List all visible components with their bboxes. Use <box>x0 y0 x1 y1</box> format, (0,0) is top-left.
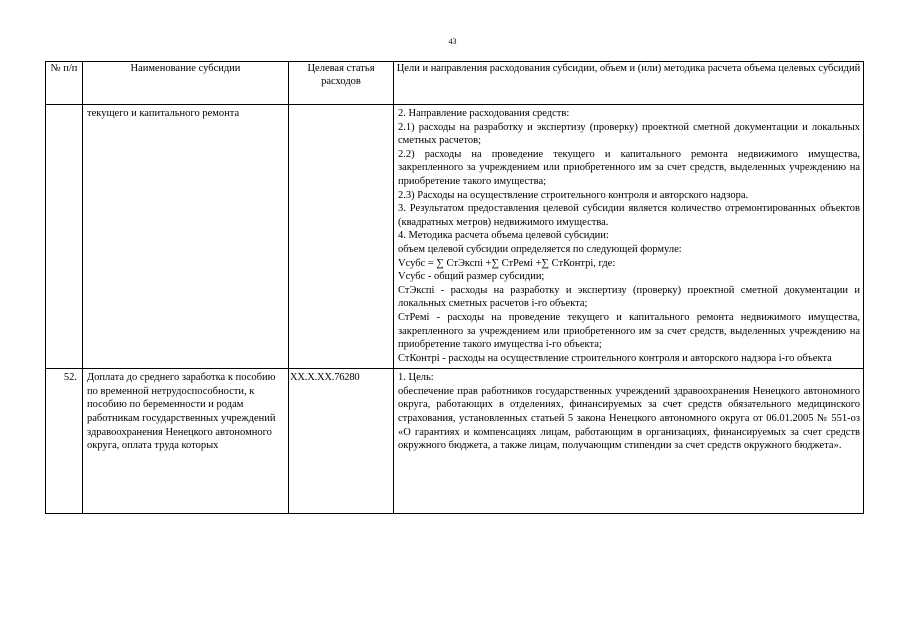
goals-paragraph: 2.3) Расходы на осуществление строительного контроля и авторского надзора. <box>398 189 749 201</box>
goals-text <box>394 369 863 456</box>
goals-paragraph: 2.1) расходы на разработку и экспертизу (проверку) проектной сметной документации и локальных сметных расчетов; <box>398 121 860 147</box>
goals-paragraph: СтРемi - расходы на проведение текущего и капитального ремонта недвижимого имущества, закрепленного за учреждением или приобретенного им за счет средств, выделенных учреждению на приобретение такого имущества i-го объекта; <box>398 311 860 351</box>
row-goals-cell <box>394 105 864 369</box>
header-num: № п/п <box>46 62 83 105</box>
row-num <box>46 105 82 107</box>
goals-paragraph: 2.2) расходы на проведение текущего и капитального ремонта недвижимого имущества, закрепленного за учреждением или приобретенного им за счет средств, выделенных учреждению на приобретение такого имущества; <box>398 148 860 187</box>
goals-paragraph: 2. Направление расходования средств: <box>398 108 570 119</box>
row-num-cell <box>46 105 83 369</box>
header-article: Целевая статья расходов <box>289 62 394 105</box>
goals-paragraph: 1. Цель: <box>398 372 434 384</box>
subsidy-name: Доплата до среднего заработка к пособию по временной нетрудоспособности, к пособию по беременности и родам работникам государственных учреждений здравоохранения Ненецкого автономного округа, оплата труда которых <box>87 372 276 452</box>
goals-paragraph: 4. Методика расчета объема целевой субсидии: <box>398 230 609 242</box>
subsidy-name: текущего и капитального ремонта <box>87 108 240 119</box>
row-num-cell <box>46 369 83 514</box>
page-number: 43 <box>448 37 457 46</box>
row-name-cell <box>83 369 289 514</box>
header-goals: Цели и направления расходования субсидии, объем и (или) методика расчета объема целевых субсидий <box>394 62 864 105</box>
goals-paragraph: Vсубс - общий размер субсидии; <box>398 271 545 283</box>
row-goals-cell <box>394 369 864 514</box>
row-article-cell <box>289 105 394 369</box>
goals-paragraph: СтКонтрi - расходы на осуществление строительного контроля и авторского надзора i-го объекта <box>398 352 832 364</box>
table-header-row <box>46 62 864 105</box>
goals-text <box>394 105 863 368</box>
formula: Vсубс = ∑ СтЭкспi +∑ СтРемi +∑ СтКонтрi, где: <box>398 257 616 269</box>
goals-paragraph: 3. Результатом предоставления целевой субсидии является количество отремонтированных объектов (квадратных метров) недвижимого имущества. <box>398 203 860 228</box>
target-article: XX.X.XX.76280 <box>290 372 360 384</box>
goals-paragraph: обеспечение прав работников государственных учреждений здравоохранения Ненецкого автономного округа, работающих в отделениях, финансируемых за счет средств обязательного медицинского страхования, установленных статьей 5 закона Ненецкого автономного округа от 06.01.2005 № 551-оз «О гарантиях и компенсациях лицам, работающим в организациях, финансируемых за счет средств окружного бюджета, а также лицам, получающим стипендии за счет средств окружного бюджета». <box>398 385 860 452</box>
goals-paragraph: объем целевой субсидии определяется по следующей формуле: <box>398 243 682 255</box>
row-article-cell <box>289 369 394 514</box>
target-article <box>289 105 393 107</box>
subsidy-table <box>45 61 864 514</box>
row-name-cell <box>83 105 289 369</box>
goals-paragraph: СтЭкспi - расходы на разработку и экспертизу (проверку) проектной сметной документации и локальных сметных расчетов i-го объекта; <box>398 284 860 310</box>
row-num: 52. <box>63 372 77 384</box>
table-row <box>46 369 864 514</box>
header-name: Наименование субсидии <box>83 62 289 105</box>
table-row <box>46 105 864 369</box>
